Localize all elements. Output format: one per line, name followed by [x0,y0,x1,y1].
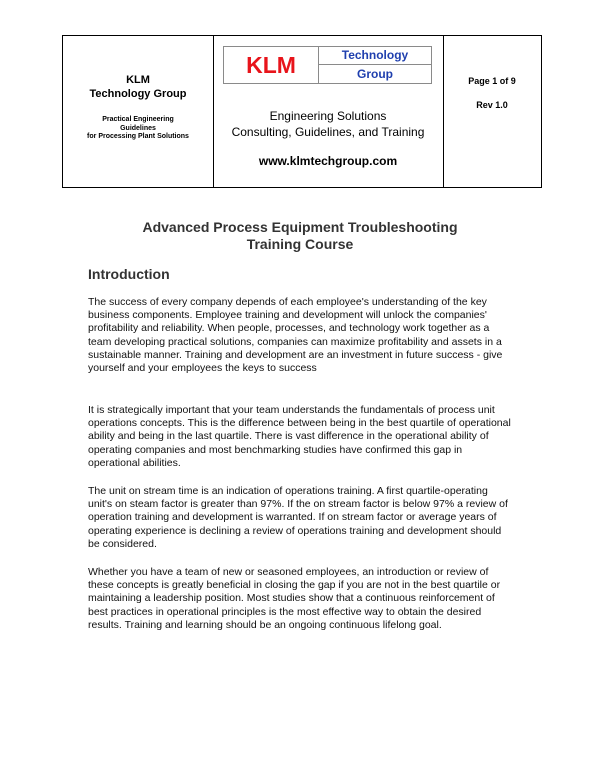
document-title [60,219,540,253]
company-name-line2: Technology Group [89,88,187,100]
header-center-cell [213,36,444,187]
title-line1: Advanced Process Equipment Troubleshooting [142,219,458,235]
header-page-cell [443,36,541,187]
tagline [213,108,443,140]
document-header [62,35,542,188]
header-company-cell [63,36,214,187]
klm-logo [223,46,432,84]
subnote-line2: Guidelines [120,124,156,132]
logo-group-text: Group [357,67,393,81]
logo-klm-text: KLM [224,47,319,83]
paragraph-1: The success of every company depends of each employee's understanding of the key business components. Employee training and development will unlock the companies' profitability and reliability. When people, processes, and technology work together as a team developing practical solutions, companies can maximize profitability and assets in a sustainable manner. Training and development are an investment in future success - give yourself and your employees the keys to success [88,296,503,375]
revision-label: Rev 1.0 [476,100,508,110]
subnote-line3: for Processing Plant Solutions [87,133,189,140]
subnote-line1: Practical Engineering [102,116,174,123]
tagline-line2: Consulting, Guidelines, and Training [231,125,425,139]
paragraph-2: It is strategically important that your team understands the fundamentals of process unit operations concepts. This is the difference between being in the best quartile of operational ability and being in the last quartile. There is vast difference in the operational ability of operating companies and most benchmarking studies have confirmed this gap in operational abilities. [88,404,511,469]
logo-technology-text: Technology [319,47,431,65]
paragraph-3: The unit on stream time is an indication of operations training. A first quartile-operating unit's on steam factor is greater than 97%. If the on stream factor is below 97% a review of operation training and development is warranted. If on stream factor or average years of operating experience is declining a review of operations training and development should be considered. [88,485,508,550]
website-link[interactable]: www.klmtechgroup.com [258,154,398,168]
company-name-line1: KLM [126,74,150,86]
section-heading: Introduction [88,266,170,282]
company-subnote [63,116,213,142]
company-name [63,73,213,101]
tagline-line1: Engineering Solutions [269,109,387,123]
title-line2: Training Course [246,236,354,252]
page-number: Page 1 of 9 [468,76,516,86]
paragraph-4: Whether you have a team of new or seasoned employees, an introduction or review of these concepts is greatly beneficial in closing the gap if you are not in the best quartile or maintaining a leadership position. Most studies show that a continuous reinforcement of best practices in operational principles is the most effective way to obtain the desired results. Training and learning should be an ongoing continuous lifelong goal. [88,566,501,631]
